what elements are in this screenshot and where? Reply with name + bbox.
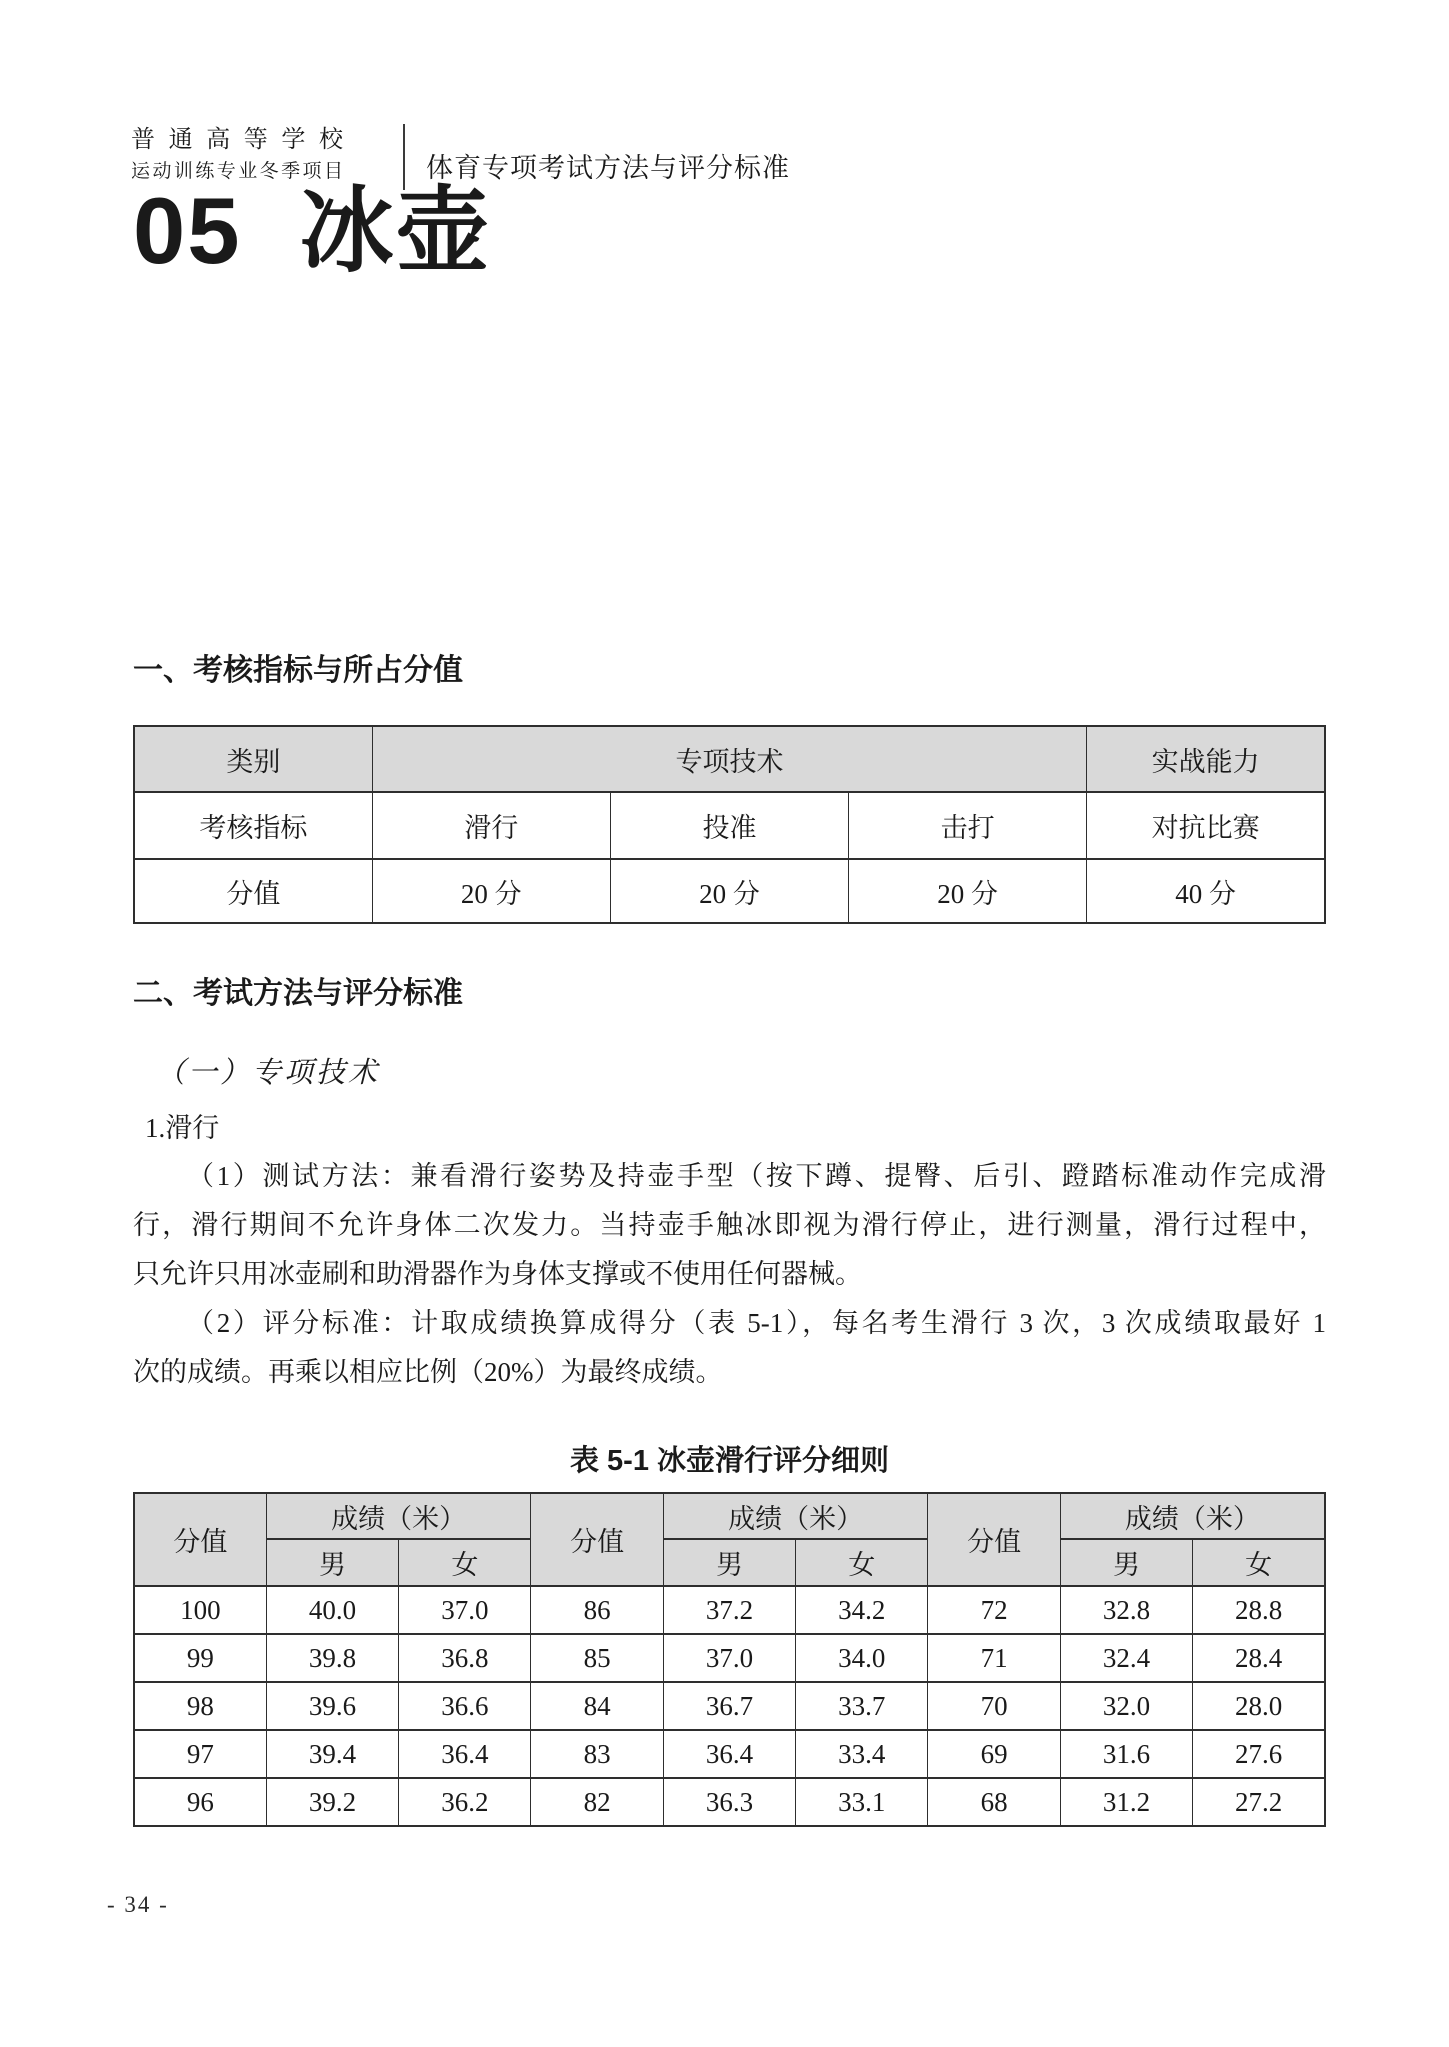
score-cell: 36.3 — [663, 1778, 795, 1826]
chapter-title — [133, 176, 492, 286]
score-cell: 98 — [134, 1682, 266, 1730]
score-cell: 31.2 — [1060, 1778, 1192, 1826]
score-cell: 36.8 — [399, 1634, 531, 1682]
score-cell: 86 — [531, 1586, 663, 1634]
paragraph1-line2: 行，滑行期间不允许身体二次发力。当持壶手触冰即视为滑行停止，进行测量，滑行过程中， — [133, 1210, 1326, 1240]
indicator-cell: 分值 — [134, 859, 372, 923]
score-cell: 71 — [928, 1634, 1060, 1682]
indicator-table — [133, 725, 1326, 924]
indicator-cell: 考核指标 — [134, 792, 372, 859]
score-cell: 28.4 — [1193, 1634, 1325, 1682]
subsection1-heading: （一）专项技术 — [156, 1057, 381, 1089]
score-cell: 31.6 — [1060, 1730, 1192, 1778]
score-cell: 83 — [531, 1730, 663, 1778]
score-cell: 39.2 — [266, 1778, 398, 1826]
score-header-female: 女 — [399, 1539, 531, 1586]
score-cell: 99 — [134, 1634, 266, 1682]
score-cell: 33.7 — [796, 1682, 928, 1730]
score-cell: 27.6 — [1193, 1730, 1325, 1778]
score-header-male: 男 — [266, 1539, 398, 1586]
score-cell: 84 — [531, 1682, 663, 1730]
score-table — [133, 1492, 1326, 1827]
score-cell: 97 — [134, 1730, 266, 1778]
indicator-cell: 20 分 — [849, 859, 1087, 923]
score-cell: 100 — [134, 1586, 266, 1634]
indicator-cell: 20 分 — [610, 859, 848, 923]
running-head-right: 体育专项考试方法与评分标准 — [426, 153, 790, 183]
indicator-cell: 对抗比赛 — [1087, 792, 1325, 859]
score-cell: 27.2 — [1193, 1778, 1325, 1826]
score-cell: 37.2 — [663, 1586, 795, 1634]
score-header-row1 — [134, 1493, 1325, 1539]
score-row — [134, 1682, 1325, 1730]
score-row — [134, 1778, 1325, 1826]
score-cell: 82 — [531, 1778, 663, 1826]
score-cell: 36.6 — [399, 1682, 531, 1730]
score-cell: 70 — [928, 1682, 1060, 1730]
score-cell: 69 — [928, 1730, 1060, 1778]
indicator-header-row — [134, 726, 1325, 792]
body-paragraphs — [133, 1152, 1326, 1397]
score-cell: 32.0 — [1060, 1682, 1192, 1730]
score-cell: 36.7 — [663, 1682, 795, 1730]
paragraph1-line3: 只允许只用冰壶刷和助滑器作为身体支撑或不使用任何器械。 — [133, 1259, 862, 1289]
score-header-score: 分值 — [928, 1493, 1060, 1586]
score-cell: 32.4 — [1060, 1634, 1192, 1682]
score-cell: 68 — [928, 1778, 1060, 1826]
score-header-row2 — [134, 1539, 1325, 1586]
score-header-score: 分值 — [531, 1493, 663, 1586]
chapter-number: 05 — [133, 178, 242, 283]
section2-heading: 二、考试方法与评分标准 — [133, 977, 463, 1010]
paragraph1-line1: （1）测试方法：兼看滑行姿势及持壶手型（按下蹲、提臀、后引、蹬踏标准动作完成滑 — [187, 1161, 1326, 1191]
score-header-male: 男 — [663, 1539, 795, 1586]
score-cell: 39.4 — [266, 1730, 398, 1778]
score-row — [134, 1730, 1325, 1778]
score-table-caption: 表 5-1 冰壶滑行评分细则 — [569, 1445, 890, 1477]
indicator-row — [134, 859, 1325, 923]
indicator-cell: 投准 — [610, 792, 848, 859]
indicator-header-category: 类别 — [134, 726, 372, 792]
score-cell: 33.1 — [796, 1778, 928, 1826]
score-header-result: 成绩（米） — [266, 1493, 531, 1539]
score-cell: 85 — [531, 1634, 663, 1682]
score-cell: 33.4 — [796, 1730, 928, 1778]
score-header-result: 成绩（米） — [663, 1493, 928, 1539]
score-header-female: 女 — [796, 1539, 928, 1586]
score-cell: 37.0 — [663, 1634, 795, 1682]
score-cell: 28.8 — [1193, 1586, 1325, 1634]
score-cell: 40.0 — [266, 1586, 398, 1634]
score-cell: 72 — [928, 1586, 1060, 1634]
score-header-male: 男 — [1060, 1539, 1192, 1586]
score-cell: 34.2 — [796, 1586, 928, 1634]
paragraph2-line2: 次的成绩。再乘以相应比例（20%）为最终成绩。 — [133, 1357, 723, 1387]
indicator-header-special-tech: 专项技术 — [372, 726, 1087, 792]
indicator-header-combat: 实战能力 — [1087, 726, 1325, 792]
score-cell: 28.0 — [1193, 1682, 1325, 1730]
score-cell: 96 — [134, 1778, 266, 1826]
score-cell: 32.8 — [1060, 1586, 1192, 1634]
score-header-score: 分值 — [134, 1493, 266, 1586]
page-number: - 34 - — [107, 1892, 169, 1917]
paragraph2-line1: （2）评分标准：计取成绩换算成得分（表 5-1），每名考生滑行 3 次，3 次成绩取最好 1 — [187, 1308, 1326, 1338]
score-cell: 34.0 — [796, 1634, 928, 1682]
indicator-cell: 击打 — [849, 792, 1087, 859]
chapter-name: 冰壶 — [299, 178, 492, 283]
score-cell: 37.0 — [399, 1586, 531, 1634]
score-header-female: 女 — [1193, 1539, 1325, 1586]
score-cell: 39.8 — [266, 1634, 398, 1682]
running-head-left-line1: 普 通 高 等 学 校 — [131, 127, 343, 153]
indicator-cell: 滑行 — [372, 792, 610, 859]
indicator-cell: 20 分 — [372, 859, 610, 923]
score-cell: 36.2 — [399, 1778, 531, 1826]
score-cell: 39.6 — [266, 1682, 398, 1730]
section1-heading: 一、考核指标与所占分值 — [133, 654, 463, 687]
score-row — [134, 1586, 1325, 1634]
running-head-left-line2: 运动训练专业冬季项目 — [131, 161, 343, 182]
score-row — [134, 1634, 1325, 1682]
indicator-row — [134, 792, 1325, 859]
item1-heading: 1.滑行 — [145, 1113, 220, 1143]
score-table-body — [134, 1586, 1325, 1826]
score-cell: 36.4 — [399, 1730, 531, 1778]
score-header-result: 成绩（米） — [1060, 1493, 1325, 1539]
score-cell: 36.4 — [663, 1730, 795, 1778]
indicator-cell: 40 分 — [1087, 859, 1325, 923]
